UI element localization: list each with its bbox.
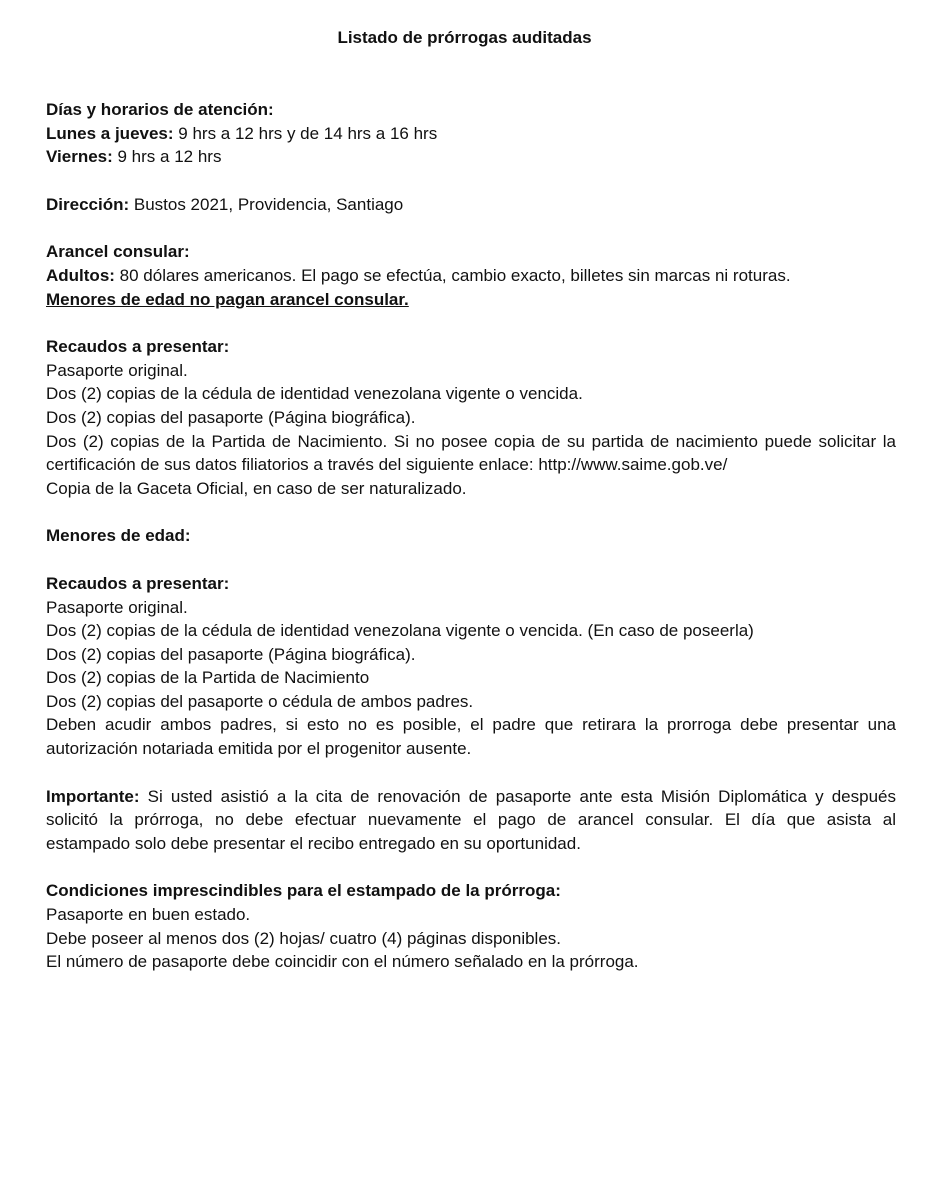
condiciones-heading: Condiciones imprescindibles para el estampado de la prórroga: <box>46 881 561 901</box>
arancel-heading: Arancel consular: <box>46 242 190 262</box>
importante-text-1: Si usted asistió a la cita de renovación de pasaporte ante esta Misión Diplomática y después <box>139 786 896 806</box>
section-recaudos-adultos <box>46 335 896 500</box>
list-item: certificación de sus datos filiatorios a través del siguiente enlace: http://www.saime.gob.ve/ <box>46 455 728 475</box>
importante-line3: estampado solo debe presentar el recibo entregado en su oportunidad. <box>46 833 581 853</box>
menores-heading: Menores de edad: <box>46 526 191 546</box>
list-item: El número de pasaporte debe coincidir con el número señalado en la prórroga. <box>46 952 639 972</box>
menores-note-line1: Deben acudir ambos padres, si esto no es posible, el padre que retirara la prorroga debe presentar una <box>46 715 896 735</box>
importante-label: Importante: <box>46 786 140 806</box>
list-item: Pasaporte en buen estado. <box>46 905 251 925</box>
arancel-adultos-value: 80 dólares americanos. El pago se efectúa, cambio exacto, billetes sin marcas ni roturas. <box>114 265 791 285</box>
horario-lj-label: Lunes a jueves: <box>46 123 174 143</box>
menores-note-line2: autorización notariada emitida por el progenitor ausente. <box>46 739 472 759</box>
section-recaudos-menores <box>46 572 896 761</box>
list-item: Dos (2) copias del pasaporte (Página biográfica). <box>46 644 416 664</box>
direccion-value: Bustos 2021, Providencia, Santiago <box>129 194 404 214</box>
list-item: Debe poseer al menos dos (2) hojas/ cuatro (4) páginas disponibles. <box>46 928 562 948</box>
section-horarios <box>46 98 896 169</box>
horario-v-label: Viernes: <box>46 147 113 167</box>
list-item: Pasaporte original. <box>46 360 188 380</box>
list-item: Dos (2) copias de la cédula de identidad venezolana vigente o vencida. (En caso de poseerla) <box>46 621 754 641</box>
arancel-adultos-label: Adultos: <box>46 265 115 285</box>
recaudos-menores-heading: Recaudos a presentar: <box>46 573 230 593</box>
direccion-label: Dirección: <box>46 194 130 214</box>
section-direccion <box>46 193 896 217</box>
document-title: Listado de prórrogas auditadas <box>337 28 592 47</box>
horarios-heading: Días y horarios de atención: <box>46 100 274 119</box>
horario-v-value: 9 hrs a 12 hrs <box>112 147 222 167</box>
list-item: Copia de la Gaceta Oficial, en caso de ser naturalizado. <box>46 478 467 498</box>
importante-line1 <box>46 785 896 809</box>
arancel-menores-note: Menores de edad no pagan arancel consular. <box>46 289 409 309</box>
list-item: Dos (2) copias del pasaporte o cédula de ambos padres. <box>46 691 474 711</box>
list-item: Dos (2) copias del pasaporte (Página biográfica). <box>46 407 416 427</box>
section-importante <box>46 785 896 856</box>
list-item: Dos (2) copias de la Partida de Nacimiento <box>46 668 370 688</box>
section-condiciones <box>46 879 896 973</box>
list-item: Dos (2) copias de la Partida de Nacimiento. Si no posee copia de su partida de nacimiento puede solicitar la <box>46 431 896 451</box>
importante-line2: solicitó la prórroga, no debe efectuar nuevamente el pago de arancel consular. El día que asista al <box>46 810 896 830</box>
document-body <box>46 98 896 974</box>
horario-lunes-jueves <box>46 122 896 146</box>
recaudos-adultos-heading: Recaudos a presentar: <box>46 337 230 357</box>
horario-lj-value: 9 hrs a 12 hrs y de 14 hrs a 16 hrs <box>173 123 438 143</box>
arancel-adultos <box>46 264 896 288</box>
list-item: Pasaporte original. <box>46 597 188 617</box>
list-item: Dos (2) copias de la cédula de identidad venezolana vigente o vencida. <box>46 384 583 404</box>
section-arancel <box>46 240 896 311</box>
horario-viernes <box>46 145 896 169</box>
